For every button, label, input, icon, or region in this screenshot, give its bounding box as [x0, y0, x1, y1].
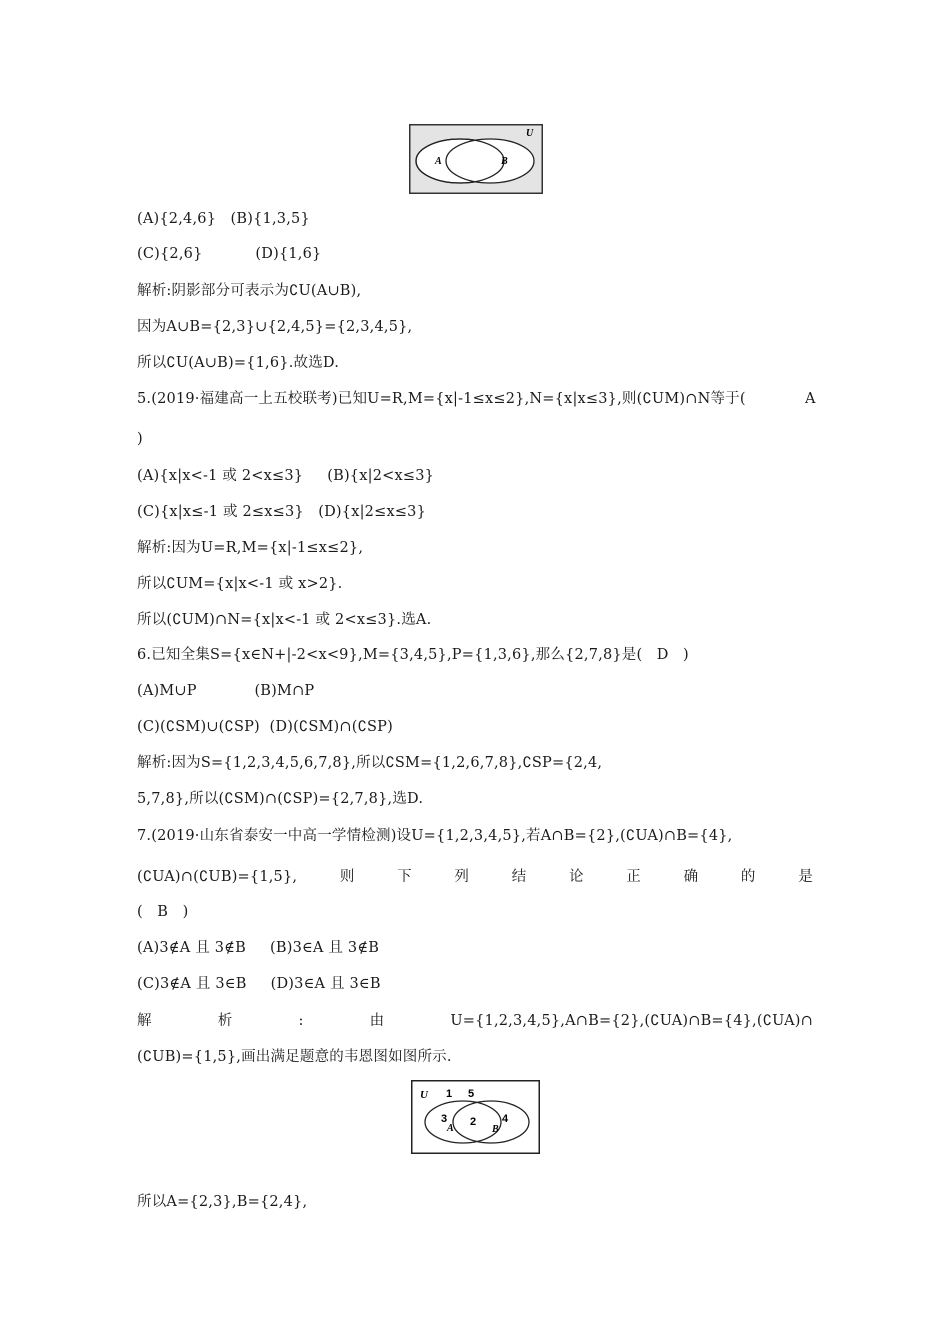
q7-sol1-part: U={1,2,3,4,5},A∩B={2},(∁UA)∩B={4},(∁UA)∩ — [450, 1013, 813, 1029]
venn-label-a: A — [435, 156, 442, 167]
q7-options-ab: (A)3∉A 且 3∉B (B)3∈A 且 3∉B — [137, 940, 380, 956]
q7-solution-line1 — [137, 1011, 813, 1031]
q7-sol1-part: : — [298, 1013, 304, 1029]
venn2-label-a: A — [447, 1123, 454, 1134]
q5-solution-line3: 所以(∁UM)∩N={x|x<-1 或 2<x≤3}.选A. — [137, 612, 432, 628]
q7-stem-line2 — [137, 867, 813, 887]
q7-stem2-part: (∁UA)∩(∁UB)={1,5}, — [137, 869, 298, 885]
q5-stem: 5.(2019·福建高一上五校联考)已知U=R,M={x|-1≤x≤2},N={x|x≤3},则(∁UM)∩N等于( — [137, 391, 746, 407]
q5-solution-line2: 所以∁UM={x|x<-1 或 x>2}. — [137, 576, 343, 592]
venn-diagram-shaded — [409, 124, 543, 194]
q7-sol1-part: 析 — [217, 1013, 233, 1029]
q6-options-cd: (C)(∁SM)∪(∁SP) (D)(∁SM)∩(∁SP) — [137, 719, 393, 735]
venn2-label-u: U — [420, 1089, 428, 1101]
q7-stem2-part: 结 — [511, 869, 527, 885]
venn2-both: 2 — [470, 1116, 477, 1128]
q5-stem-close: ) — [137, 431, 143, 447]
q4-options-cd: (C){2,6} (D){1,6} — [137, 246, 322, 262]
venn2-outside-1: 1 — [446, 1088, 453, 1100]
q4-options-ab: (A){2,4,6} (B){1,3,5} — [137, 211, 310, 227]
q4-solution-line3: 所以∁U(A∪B)={1,6}.故选D. — [137, 355, 340, 371]
q6-options-ab: (A)M∪P (B)M∩P — [137, 683, 315, 699]
venn-label-u: U — [526, 128, 534, 139]
q7-stem2-part: 下 — [397, 869, 412, 885]
venn2-only-b: 4 — [502, 1113, 509, 1125]
q7-stem-line3: ( B ) — [137, 904, 189, 920]
q7-stem2-part: 列 — [454, 869, 470, 885]
q5-options-cd: (C){x|x≤-1 或 2≤x≤3} (D){x|2≤x≤3} — [137, 504, 427, 520]
q7-stem2-part: 论 — [569, 869, 584, 885]
venn2-only-a: 3 — [441, 1113, 448, 1125]
q6-solution-line2: 5,7,8},所以(∁SM)∩(∁SP)={2,7,8},选D. — [137, 791, 424, 807]
q7-solution-line2: (∁UB)={1,5},画出满足题意的韦恩图如图所示. — [137, 1049, 452, 1065]
q7-stem2-part: 正 — [626, 869, 641, 885]
q4-solution-line1: 解析:阴影部分可表示为∁U(A∪B), — [137, 283, 362, 299]
q4-solution-line2: 因为A∪B={2,3}∪{2,4,5}={2,3,4,5}, — [137, 319, 413, 335]
q6-stem: 6.已知全集S={x∈N+|-2<x<9},M={3,4,5},P={1,3,6},那么{2,7,8}是( D ) — [137, 647, 689, 663]
venn-diagram-elements — [411, 1080, 540, 1154]
q5-solution-line1: 解析:因为U=R,M={x|-1≤x≤2}, — [137, 540, 364, 556]
venn2-outside-5: 5 — [468, 1088, 475, 1100]
q6-solution-line1: 解析:因为S={1,2,3,4,5,6,7,8},所以∁SM={1,2,6,7,8},∁SP={2,4, — [137, 755, 603, 771]
venn2-label-b: B — [492, 1124, 499, 1135]
q5-options-ab: (A){x|x<-1 或 2<x≤3} (B){x|2<x≤3} — [137, 468, 435, 484]
q7-options-cd: (C)3∉A 且 3∈B (D)3∈A 且 3∈B — [137, 976, 381, 992]
q7-stem2-part: 确 — [683, 869, 699, 885]
q7-sol1-part: 解 — [137, 1013, 152, 1029]
q7-stem-line1: 7.(2019·山东省泰安一中高一学情检测)设U={1,2,3,4,5},若A∩B={2},(∁UA)∩B={4}, — [137, 828, 733, 844]
q5-answer: A — [805, 391, 816, 407]
q7-sol1-part: 由 — [369, 1013, 385, 1029]
q7-solution-line3: 所以A={2,3},B={2,4}, — [137, 1194, 308, 1210]
q7-stem2-part: 则 — [339, 869, 355, 885]
venn-label-b: B — [501, 156, 508, 167]
q7-stem2-part: 是 — [798, 869, 813, 885]
q7-stem2-part: 的 — [740, 869, 756, 885]
